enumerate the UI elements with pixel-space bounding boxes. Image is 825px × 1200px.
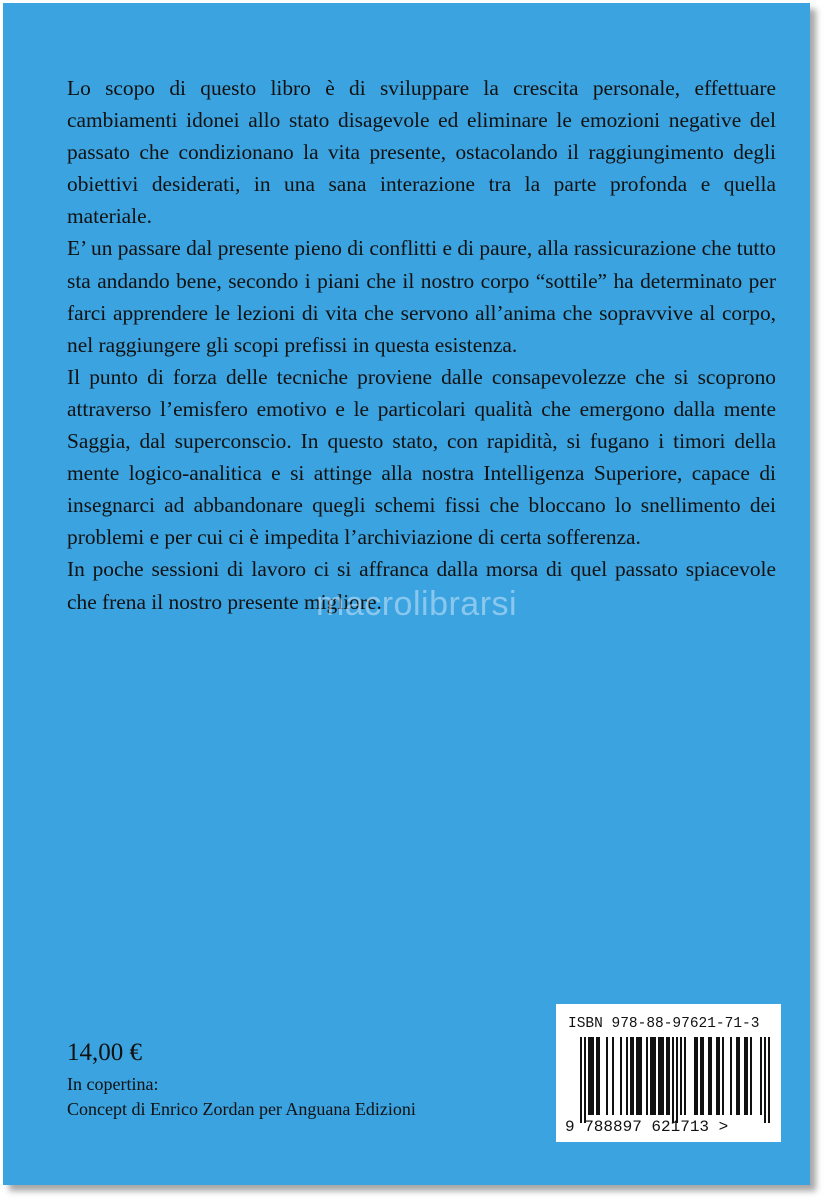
price-label: 14,00 € [67,1039,142,1066]
barcode-bar [620,1037,622,1115]
barcode-bar [694,1037,698,1115]
barcode-bar [760,1037,762,1115]
barcode-bar [730,1037,732,1115]
barcode-bar [750,1037,752,1115]
barcode-guard-bar [672,1037,674,1123]
blurb-paragraph: E’ un passare dal presente pieno di conflitti e di paure, alla rassicurazione che tutto sta andando bene, secondo i piani che il nostro corpo “sottile” ha determinato per farci apprendere le lezioni di vita che servono all’anima che sopravvive al corpo, nel raggiungere gli scopi prefissi in questa esistenza. [67,236,776,357]
cover-credit-label: In copertina: [67,1074,159,1094]
barcode-bar [716,1037,720,1115]
ean-number: 9 788897 621713 > [565,1118,729,1136]
barcode-guard-bar [584,1037,586,1123]
barcode-bar [722,1037,724,1115]
barcode-bar [606,1037,608,1115]
isbn-number: ISBN 978-88-97621-71-3 [568,1016,760,1032]
barcode-guard-bar [676,1037,678,1123]
barcode-guard-bar [768,1037,770,1123]
barcode-bar [650,1037,656,1115]
blurb-text [67,72,776,618]
cover-credit-text: Concept di Enrico Zordan per Anguana Edizioni [67,1099,416,1119]
barcode-bar [596,1037,600,1115]
barcode-bar [736,1037,740,1115]
barcode-guard-bar [580,1037,582,1123]
blurb-paragraph: Lo scopo di questo libro è di sviluppare la crescita personale, effettuare cambiamenti idonei allo stato disagevole ed eliminare le emozioni negative del passato che condizionano la vita presente, ostacolando il raggiungimento degli obiettivi desiderati, in una sana interazione tra la parte profonda e quella materiale. [67,76,776,229]
blurb-paragraph: In poche sessioni di lavoro ci si affranca dalla morsa di quel passato spiacevole che frena il nostro presente migliore. [67,557,776,614]
barcode-bar [646,1037,648,1115]
publisher-watermark: macrolibrarsi [316,585,518,623]
barcode-bar [612,1037,614,1115]
barcode-bar [684,1037,686,1115]
blurb-paragraph: Il punto di forza delle tecniche proviene dalle consapevolezze che si scoprono attraverso l’emisfero emotivo e le particolari qualità che emergono dalla mente Saggia, dal superconscio. In questo stato, con rapidità, si fugano i timori della mente logico-analitica e si attinge alla nostra Intelligenza Superiore, capace di insegnarci ad abbandonare quegli schemi fissi che bloccano lo snellimento dei problemi e per cui ci è impedita l’archiviazione di certa sofferenza. [67,364,776,550]
barcode-bar [636,1037,642,1115]
barcode-bar [626,1037,628,1115]
barcode-bar [658,1037,664,1115]
barcode-guard-bar [764,1037,766,1123]
barcode-bar [700,1037,704,1115]
barcode-bar [680,1037,682,1115]
isbn-barcode [556,1004,781,1142]
back-cover [3,3,810,1185]
barcode-bar [588,1037,594,1115]
barcode-bar [630,1037,634,1115]
barcode-bar [708,1037,712,1115]
barcode-bar [666,1037,670,1115]
barcode-bar [744,1037,748,1115]
